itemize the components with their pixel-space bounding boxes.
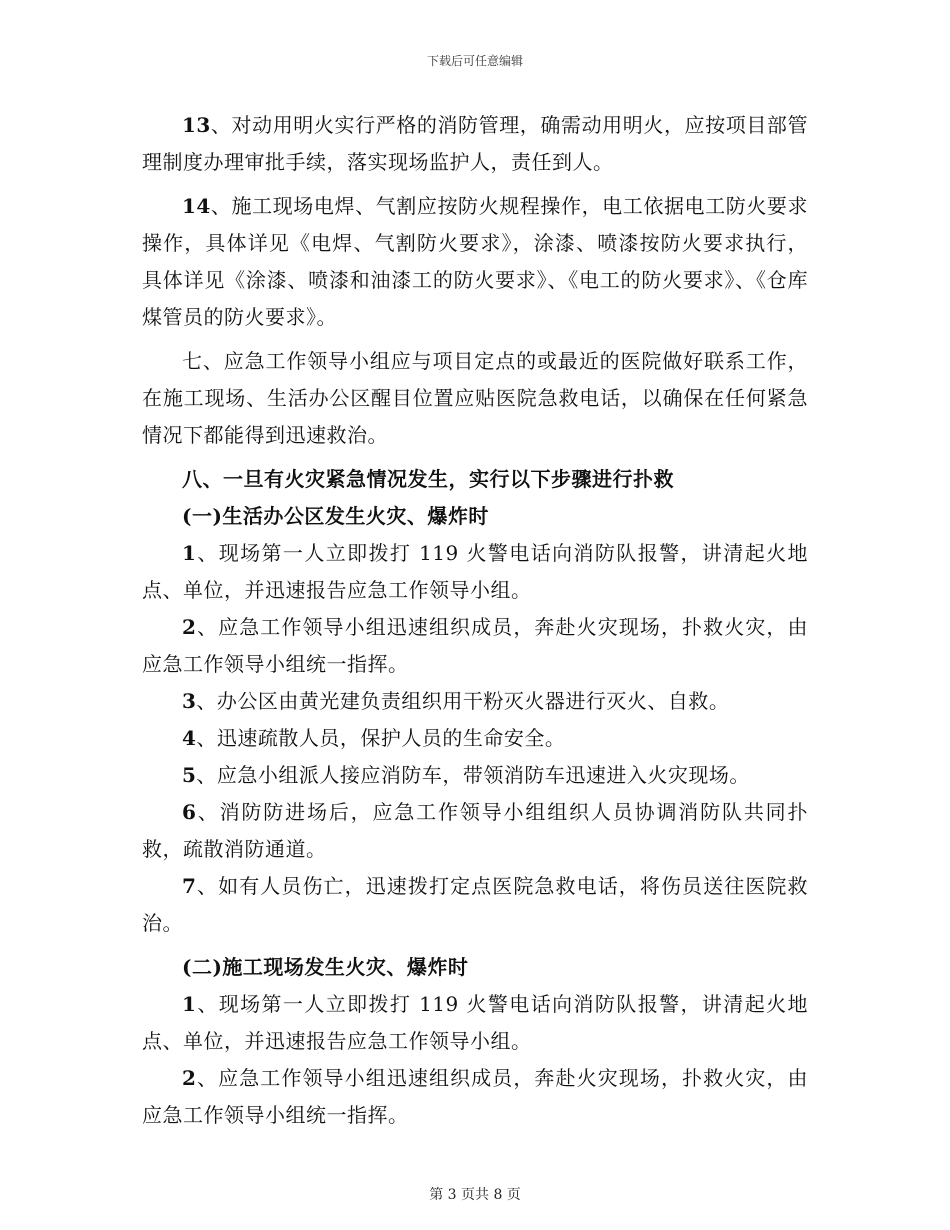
section-seven-paragraph: 七、应急工作领导小组应与项目定点的或最近的医院做好联系工作，在施工现场、生活办公区醒目位置应贴医院急救电话，以确保在任何紧急情况下都能得到迅速救治。	[142, 349, 808, 447]
paragraph-text: 、应急工作领导小组迅速组织成员，奔赴火灾现场，扑救火灾，由应急工作领导小组统一指挥。	[142, 615, 808, 676]
list-item-6	[142, 794, 808, 868]
list-item-4	[142, 720, 808, 757]
paragraph-text: 、现场第一人立即拨打 119 火警电话向消防队报警，讲清起火地点、单位，并迅速报告应急工作领导小组。	[142, 992, 808, 1053]
paragraph-item-14	[142, 188, 808, 336]
subsection-two-heading: (二)施工现场发生火灾、爆炸时	[182, 955, 469, 979]
paragraph-text: 、迅速疏散人员，保护人员的生命安全。	[196, 726, 566, 750]
paragraph-text: 、对动用明火实行严格的消防管理，确需动用明火，应按项目部管理制度办理审批手续，落实现场监护人，责任到人。	[142, 113, 808, 174]
list-item-7	[142, 868, 808, 942]
page-footer: 第 3 页共 8 页	[429, 1187, 521, 1203]
item-number: 5	[182, 763, 197, 787]
paragraph-item-13	[142, 107, 808, 181]
section-eight-heading: 八、一旦有火灾紧急情况发生，实行以下步骤进行扑救	[182, 467, 674, 491]
item-number: 6	[182, 800, 197, 824]
list-item-2	[142, 609, 808, 683]
paragraph-text: 、办公区由黄光建负责组织用干粉灭火器进行灭火、自救。	[196, 689, 730, 713]
paragraph-text: 、消防防进场后，应急工作领导小组组织人员协调消防队共同扑救，疏散消防通道。	[142, 800, 808, 861]
item-number: 4	[182, 726, 197, 750]
paragraph-text: 、应急小组派人接应消防车，带领消防车迅速进入火灾现场。	[196, 763, 750, 787]
list-item-2-site	[142, 1060, 808, 1134]
item-number: 1	[182, 541, 197, 565]
paragraph-text: 、如有人员伤亡，迅速拨打定点医院急救电话，将伤员送往医院救治。	[142, 874, 808, 935]
item-number: 13	[182, 113, 211, 137]
list-item-1-site	[142, 986, 808, 1060]
paragraph-text: 、施工现场电焊、气割应按防火规程操作，电工依据电工防火要求操作，具体详见《电焊、气割防火要求》，涂漆、喷漆按防火要求执行，具体详见《涂漆、喷漆和油漆工的防火要求》、《电工的防火要求》、《仓库煤管员的防火要求》。	[142, 194, 808, 329]
item-number: 1	[182, 992, 197, 1016]
item-number: 2	[182, 1066, 197, 1090]
item-number: 7	[182, 874, 197, 898]
list-item-5	[142, 757, 808, 794]
page-header: 下载后可任意编辑	[426, 54, 523, 68]
document-body	[142, 107, 808, 1134]
list-item-1	[142, 535, 808, 609]
paragraph-text: 、应急工作领导小组迅速组织成员，奔赴火灾现场，扑救火灾，由应急工作领导小组统一指挥。	[142, 1066, 808, 1127]
item-number: 14	[182, 194, 211, 218]
item-number: 3	[182, 689, 197, 713]
paragraph-text: 、现场第一人立即拨打 119 火警电话向消防队报警，讲清起火地点、单位，并迅速报告应急工作领导小组。	[142, 541, 808, 602]
list-item-3	[142, 683, 808, 720]
item-number: 2	[182, 615, 197, 639]
subsection-one-heading: (一)生活办公区发生火灾、爆炸时	[182, 504, 489, 528]
